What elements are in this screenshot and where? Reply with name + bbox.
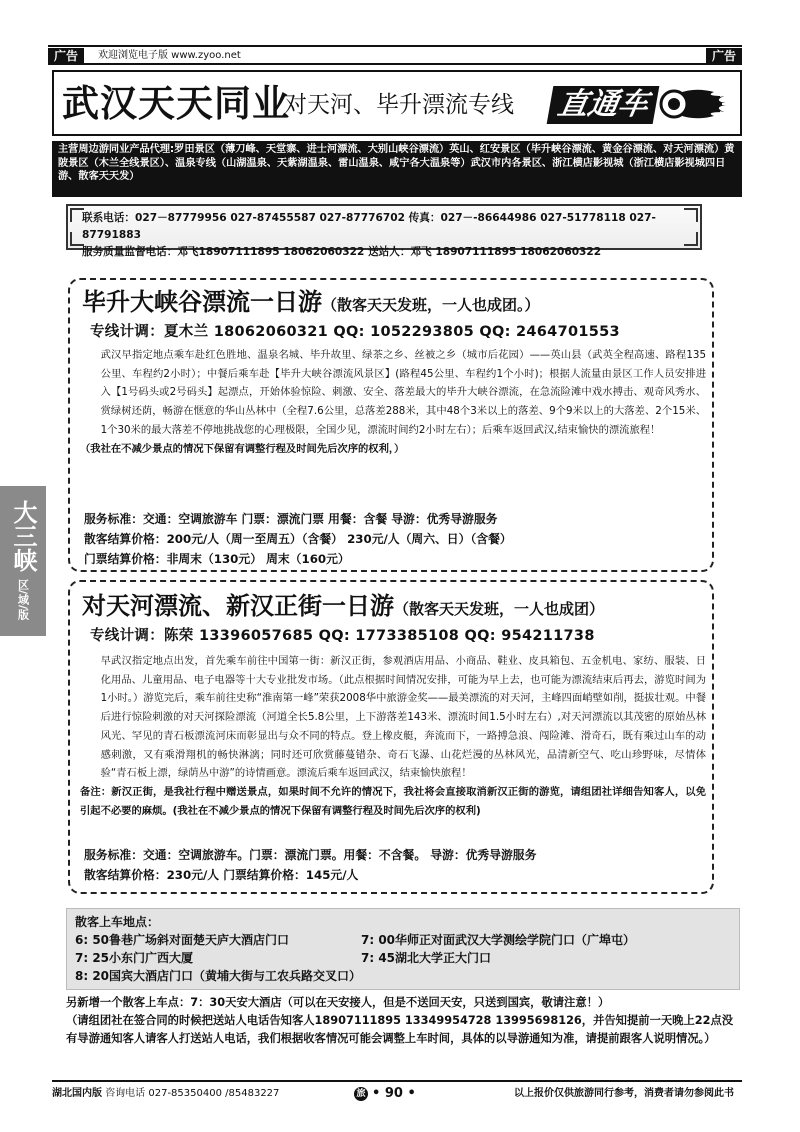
pickup-locations bbox=[66, 908, 740, 990]
tour-title-text: 毕升大峡谷漂流一日游 bbox=[82, 288, 322, 316]
tour-hotline: 专线计调：夏木兰 18062060321 QQ: 1052293805 QQ: 2464701553 bbox=[90, 324, 620, 340]
pickup-row bbox=[75, 931, 731, 949]
ornament-corner bbox=[684, 208, 698, 222]
flame-wheel-icon bbox=[654, 82, 740, 126]
site-url[interactable]: 欢迎浏览电子版 www.zyoo.net bbox=[98, 50, 241, 61]
service-standard: 服务标准：交通：空调旅游车。门票：漂流门票。用餐：不含餐。 导游：优秀导游服务 bbox=[84, 848, 537, 862]
itinerary-text: 武汉早指定地点乘车赴红色胜地、温泉名城、毕升故里、绿茶之乡、丝被之乡（城市后花园）——英山县（武英全程高速、路程135公里、车程约2小时）；中餐后乘车赴【毕升大峡谷漂流风景区】(路程45公里、车程约1个小时)；根据人流量由景区工作人员安排进入【1号码头或2号码头】起漂点，开始体验惊险、刺激、安全、落差最大的毕升大峡谷漂流，在急流险滩中戏水搏击、观奇风秀水、赏绿树还荫，畅游在惬意的华山丛林中（全程7.6公里，总落差288米，其中48个3米以上的落差、9个9米以上的大落差、2个15米、1个30米的最大落差不停地挑战您的心理极限，全国少见，漂流时间约2小时左右）；后乘车返回武汉,结束愉快的漂流旅程！ bbox=[100, 349, 706, 436]
itinerary-remark: 备注：新汉正街，是我社行程中赠送景点，如果时间不允许的情况下，我社将会直接取消新汉正街的游览，请组团社详细告知客人，以免引起不必要的麻烦。(我社在不减少景点的情况下保留有调整行程及时间先后次序的权利) bbox=[80, 785, 706, 817]
ornament-corner bbox=[70, 232, 84, 246]
title-banner bbox=[52, 70, 742, 136]
tour-card-duitianhe bbox=[68, 580, 714, 894]
pickup-row bbox=[75, 967, 731, 985]
tour-title bbox=[82, 286, 540, 321]
pickup-point: 7: 00华师正对面武汉大学测绘学院门口（广埠屯） bbox=[361, 933, 636, 947]
page-number-text: • 90 • bbox=[372, 1086, 416, 1101]
ornament-corner bbox=[684, 232, 698, 246]
region-edition: 区/域/版 bbox=[16, 579, 30, 621]
page-header bbox=[48, 45, 742, 65]
contact-box bbox=[66, 204, 702, 258]
tour-description bbox=[80, 346, 706, 458]
ticket-price: 门票结算价格：非周末（130元） 周末（160元） bbox=[84, 552, 350, 566]
additional-notice bbox=[66, 994, 742, 1048]
footer-contact bbox=[52, 1084, 279, 1104]
tour-title bbox=[82, 590, 604, 625]
tour-card-bisheng bbox=[68, 278, 714, 572]
region-name: 大三峡 bbox=[9, 500, 37, 572]
itinerary-disclaimer: （我社在不减少景点的情况下保留有调整行程及时间先后次序的权利，） bbox=[80, 442, 405, 455]
brand-title: 武汉天天同业 bbox=[62, 82, 290, 125]
ad-tag-left: 广告 bbox=[48, 48, 84, 64]
travel-logo-icon: 旅 bbox=[354, 1087, 368, 1101]
service-standard: 服务标准：交通：空调旅游车 门票：漂流门票 用餐：含餐 导游：优秀导游服务 bbox=[84, 512, 498, 526]
edition-label: 湖北国内版 bbox=[52, 1088, 102, 1099]
page-footer bbox=[52, 1080, 742, 1102]
pickup-title: 散客上车地点： bbox=[75, 915, 160, 929]
region-side-tab bbox=[0, 486, 46, 636]
product-agency-list: 主营周边游同业产品代理:罗田景区（薄刀峰、天堂寨、进士河漂流、大别山峡谷漂流）英山、红安景区（毕升峡谷漂流、黄金谷漂流、对天河漂流）黄陂景区（木兰全线景区）、温泉专线（山湖温泉、天紫湖温泉、雷山温泉、咸宁各大温泉等）武汉市内各景区、浙江横店影视城（浙江横店影视城四日游、散客天天发） bbox=[52, 141, 742, 197]
banner-subtitle: 对天河、毕升漂流专线 bbox=[284, 92, 514, 118]
tour-note: （散客天天发班，一人也成团） bbox=[394, 600, 605, 618]
supervision-phones: 服务质量监督电话：邓飞18907111895 18062060322 送站人：邓飞 18907111895 18062060322 bbox=[82, 246, 602, 258]
new-pickup-note: 另新增一个散客上车点：7：30天安大酒店（可以在天安接人，但是不送回天安，只送到国宾，敬请注意！） bbox=[66, 996, 610, 1009]
tour-description bbox=[80, 652, 706, 820]
pickup-point: 6: 50鲁巷广场斜对面楚天庐大酒店门口 bbox=[75, 933, 290, 947]
group-price: 散客结算价格：230元/人 门票结算价格：145元/人 bbox=[84, 868, 359, 882]
contact-phones: 联系电话：027－87779956 027-87455587 027-87776702 传真：027－-86644986 027-51778118 027-87791883 bbox=[82, 212, 656, 241]
group-price: 散客结算价格：200元/人（周一至周五）（含餐） 230元/人（周六、日）（含餐） bbox=[84, 532, 512, 546]
tour-hotline: 专线计调：陈荣 13396057685 QQ: 1773385108 QQ: 954211738 bbox=[90, 628, 595, 644]
consult-phone: 咨询电话 027-85350400 /85483227 bbox=[105, 1088, 280, 1099]
footer-disclaimer: 以上报价仅供旅游同行参考，消费者请勿参阅此书 bbox=[514, 1088, 734, 1099]
itinerary-text: 早武汉指定地点出发，首先乘车前往中国第一街：新汉正街，参观酒店用品、小商品、鞋业、皮具箱包、五金机电、家纺、服装、日化用品、儿童用品、电子电器等十大专业批发市场。（此点根据时间情况安排，可能为早上去，也可能为漂流结束后再去，游览时间为1小时。）游览完后，乘车前往史称“淮南第一峰”荣获2008华中旅游金奖——最美漂流的对天河，主峰四面峭壁如削，挺拔壮观。中餐后进行惊险刺激的对天河探险漂流（河道全长5.8公里，上下游落差143米、漂流时间1.5小时左右）,对天河漂流以其茂密的原始丛林风光、罕见的青石板漂流河床而彰显出与众不同的特点。登上橡皮艇，奔流而下，一路搏急浪、闯险滩、滑奇石，既有乘过山车的动感刺激，又有乘滑翔机的畅快淋漓；同时还可欣赏藤蔓错杂、奇石飞瀑、山花烂漫的丛林风光，品清新空气、吃山珍野味，尽情体验“青石板上漂，绿荫丛中游”的诗情画意。漂流后乘车返回武汉，结束愉快旅程！ bbox=[100, 655, 706, 780]
contract-note: （请组团社在签合同的时候把送站人电话告知客人18907111895 13349954728 13995698126，并告知提前一天晚上22点没有导游通知客人请客人打送站人电话，我们根据收客情况可能会调整上车时间，具体的以导游通知为准，请提前跟客人说明情况。） bbox=[66, 1014, 734, 1045]
pickup-point: 8: 20国宾大酒店门口（黄埔大街与工农兵路交叉口） bbox=[75, 969, 362, 983]
tour-title-text: 对天河漂流、新汉正街一日游 bbox=[82, 592, 394, 620]
direct-bus-badge: 直通车 bbox=[547, 86, 660, 124]
pickup-point: 7: 45湖北大学正大门口 bbox=[361, 951, 492, 965]
pickup-row bbox=[75, 949, 731, 967]
page-number bbox=[354, 1084, 416, 1104]
ad-tag-right: 广告 bbox=[706, 48, 742, 64]
ornament-corner bbox=[70, 208, 84, 222]
pickup-point: 7: 25小东门广西大厦 bbox=[75, 951, 194, 965]
tour-note: （散客天天发班，一人也成团。） bbox=[322, 296, 540, 314]
